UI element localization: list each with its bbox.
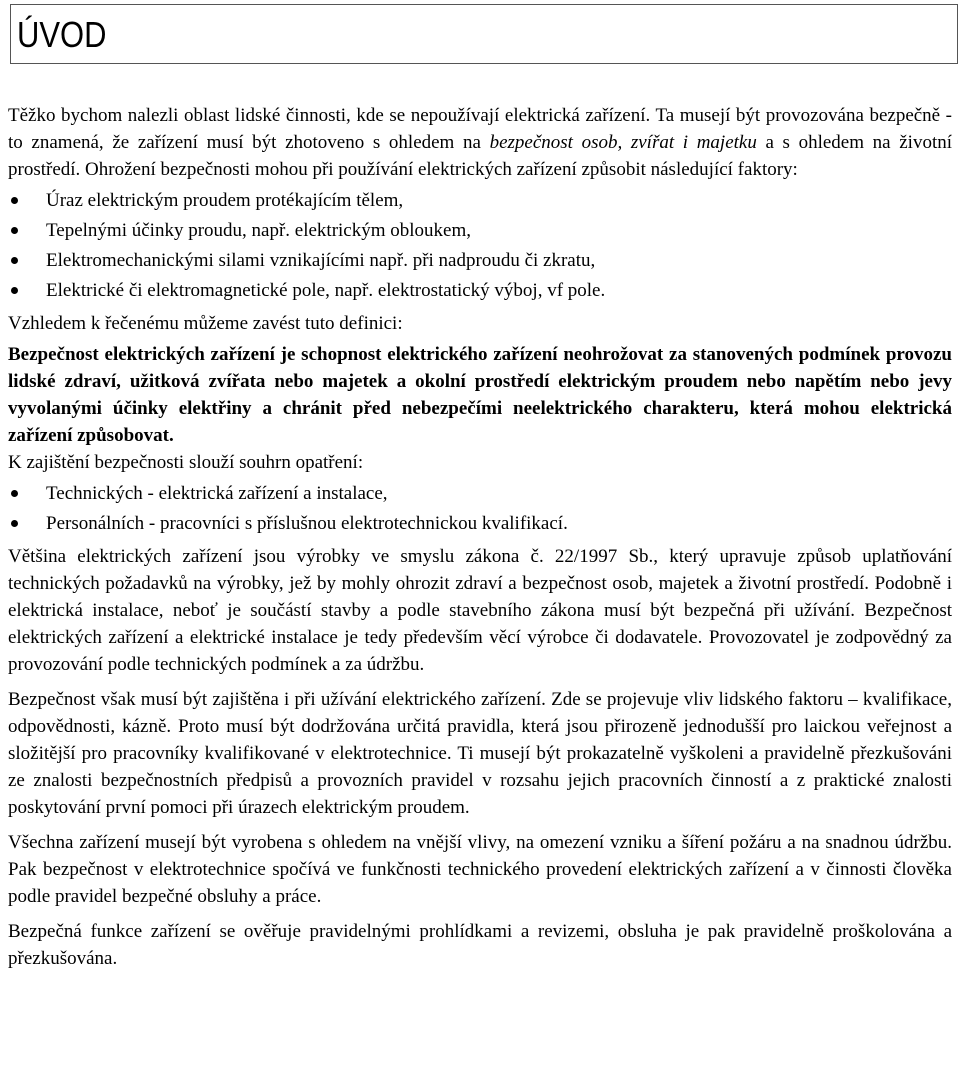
bullet-icon [11,227,18,234]
measures-intro: K zajištění bezpečnosti slouží souhrn opatření: [8,452,364,473]
bullet-icon [11,287,18,294]
list-item-text: Personálních - pracovníci s příslušnou elektrotechnickou kvalifikací. [46,513,568,534]
list-item-text: Úraz elektrickým proudem protékajícím tělem, [46,190,404,211]
list-item-text: Technických - elektrická zařízení a instalace, [46,483,388,504]
intro-text-2: a s ohledem na životní prostředí. Ohrožení bezpečnosti mohou při používání elektrických zařízení způsobit následující faktory: [8,132,952,180]
body-paragraph: Bezpečnost však musí být zajištěna i při užívání elektrického zařízení. Zde se projevuje vliv lidského faktoru – kvalifikace, odpovědnosti, kázně. Proto musí být dodržována určitá pravidla, která jsou přirozeně jednodušší pro laickou veřejnost a složitější pro pracovníky kvalifikované v elektrotechnice. Ti musejí být prokazatelně vyškoleni a pravidelně přezkušováni ze znalosti bezpečnostních předpisů a provozních pravidel v rozsahu jejich pracovních činností a z praktické znalosti poskytování první pomoci při úrazech elektrickým proudem. [8,689,952,818]
list-item [8,246,952,276]
heading-box [10,4,958,64]
intro-paragraph [8,102,952,183]
list-item [8,216,952,246]
list-item [8,276,952,306]
list-item-text: Tepelnými účinky proudu, např. elektrickým obloukem, [46,220,472,241]
body-paragraph: Většina elektrických zařízení jsou výrobky ve smyslu zákona č. 22/1997 Sb., který upravuje způsob uplatňování technických požadavků na výrobky, jež by mohly ohrozit zdraví a bezpečnost osob, majetek a životní prostředí. Podobně i elektrická instalace, neboť je součástí stavby a podle stavebního zákona musí být bezpečná při užívání. Bezpečnost elektrických zařízení a elektrické instalace je tedy především věcí výrobce či dodavatele. Provozovatel je zodpovědný za provozování podle technických podmínek a za údržbu. [8,546,952,675]
list-item [8,479,952,509]
factors-list [8,186,952,306]
intro-text-1: Těžko bychom nalezli oblast lidské činnosti, kde se nepoužívají elektrická zařízení. Ta musejí být provozována bezpečně - to znamená, že zařízení musí být zhotoveno s ohledem na [8,105,952,153]
bullet-icon [11,257,18,264]
bullet-icon [11,490,18,497]
definition-paragraph: Bezpečnost elektrických zařízení je schopnost elektrického zařízení neohrožovat za stanovených podmínek provozu lidské zdraví, užitková zvířata nebo majetek a okolní prostředí elektrickým proudem nebo napětím nebo jevy vyvolanými účinky elektřiny a chránit před nebezpečími neelektrického charakteru, která mohou elektrická zařízení způsobovat. [8,344,952,446]
bullet-icon [11,197,18,204]
document-page [0,4,960,1076]
list-item [8,509,952,539]
measures-list [8,479,952,539]
intro-italic: bezpečnost osob, zvířat i majetku [489,132,757,153]
body-paragraph: Všechna zařízení musejí být vyrobena s ohledem na vnější vlivy, na omezení vzniku a šíření požáru a na snadnou údržbu. Pak bezpečnost v elektrotechnice spočívá ve funkčnosti technického provedení elektrických zařízení a v činnosti člověka podle pravidel bezpečné obsluhy a práce. [8,832,952,907]
list-item [8,186,952,216]
list-item-text: Elektromechanickými silami vznikajícími např. při nadproudu či zkratu, [46,250,596,271]
bullet-icon [11,520,18,527]
definition-intro: Vzhledem k řečenému můžeme zavést tuto definici: [8,313,403,334]
body-paragraph: Bezpečná funkce zařízení se ověřuje pravidelnými prohlídkami a revizemi, obsluha je pak pravidelně proškolována a přezkušována. [8,921,952,969]
list-item-text: Elektrické či elektromagnetické pole, např. elektrostatický výboj, vf pole. [46,280,606,301]
page-title: ÚVOD [17,14,107,55]
